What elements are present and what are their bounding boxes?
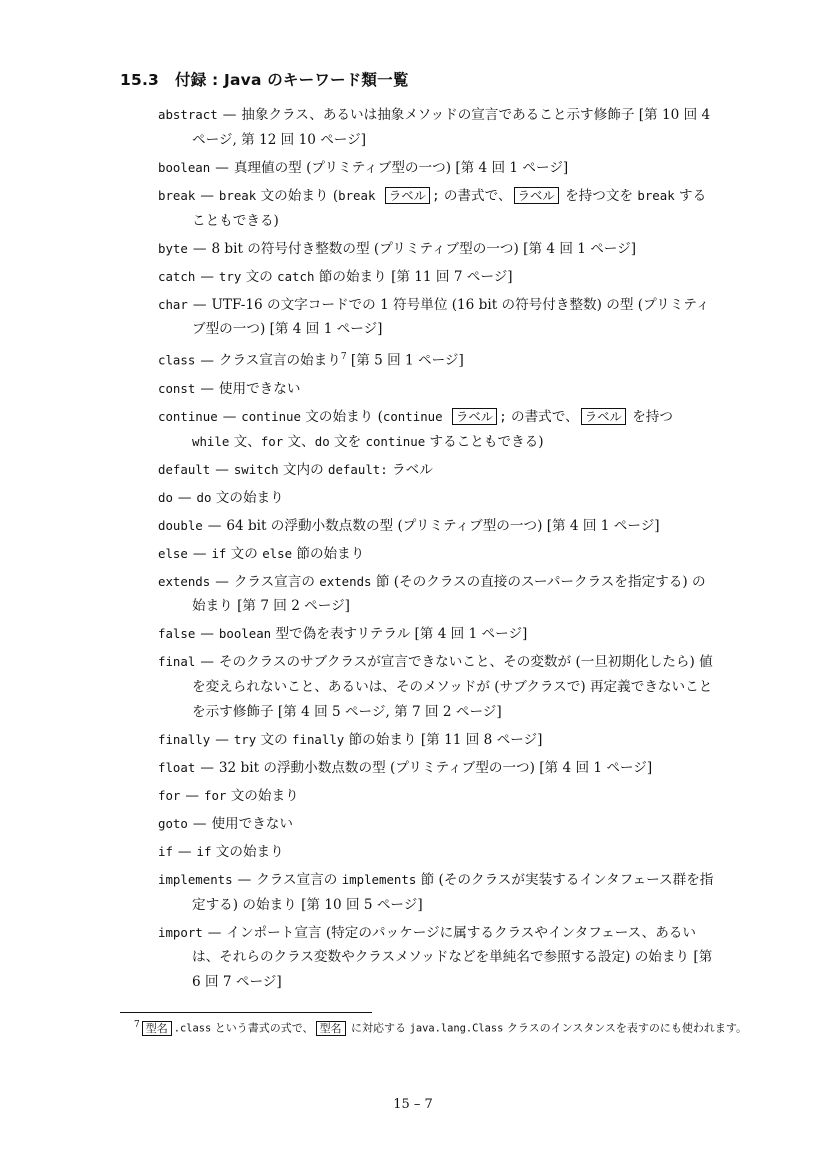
entry-text: 64 bit の浮動小数点数の型 (プリミティブ型の一つ) [第 4 回 1 ページ] <box>226 517 660 534</box>
inline-code: extends <box>319 573 372 589</box>
keyword: char <box>158 296 188 312</box>
inline-code: finally <box>292 731 345 747</box>
inline-code: continue <box>241 408 301 424</box>
inline-code: if <box>211 545 227 561</box>
entry-text: クラス宣言の <box>256 871 342 888</box>
keyword-entry <box>158 458 714 483</box>
keyword-entry <box>158 570 714 620</box>
keyword: class <box>158 352 196 368</box>
keyword: extends <box>158 573 211 589</box>
entry-text: クラス宣言の <box>233 573 320 590</box>
entry-text: 文の始まり ( <box>256 187 339 204</box>
keyword-entry <box>158 784 714 809</box>
inline-code: switch <box>233 461 279 477</box>
keyword-entry <box>158 265 714 290</box>
keyword-entry <box>158 156 714 181</box>
keyword: boolean <box>158 159 211 175</box>
keyword-entry <box>158 728 714 753</box>
entry-text: 8 bit の符号付き整数の型 (プリミティブ型の一つ) [第 4 回 1 ページ] <box>211 240 637 257</box>
entry-text: 文の <box>226 545 263 562</box>
em-dash: — <box>200 654 214 671</box>
inline-code: implements <box>341 871 417 887</box>
inline-code: ; <box>432 187 440 203</box>
em-dash: — <box>222 408 237 425</box>
inline-code: for <box>203 787 227 803</box>
keyword-entry <box>158 237 714 262</box>
keyword: do <box>158 489 173 505</box>
em-dash: — <box>200 626 214 643</box>
entry-text: を持つ文を <box>560 187 638 204</box>
entry-text: クラスのインスタンスを表すのにも使われます。 <box>503 1021 748 1035</box>
entry-text: 文の <box>256 731 293 748</box>
inline-code: for <box>260 433 284 449</box>
keyword: finally <box>158 731 211 747</box>
inline-code: java.lang.Class <box>409 1022 504 1035</box>
inline-code: while <box>192 433 230 449</box>
keyword-entry <box>158 293 714 343</box>
keyword-entry <box>158 868 714 918</box>
keyword-entry <box>158 542 714 567</box>
keyword-entry <box>158 921 714 995</box>
entry-text: 文の始まり <box>226 787 299 804</box>
entry-text: [第 5 回 1 ページ] <box>346 352 464 369</box>
em-dash: — <box>215 573 229 590</box>
inline-code: try <box>218 268 242 284</box>
keyword-entry <box>158 405 714 455</box>
keyword-entry <box>158 650 714 724</box>
entry-text: クラス宣言の始まり <box>218 352 341 369</box>
footnote-rule <box>120 1012 372 1013</box>
entry-text: することもできる) <box>425 433 544 450</box>
entry-text: 文、 <box>229 433 261 450</box>
em-dash: — <box>177 489 192 506</box>
keyword: if <box>158 843 173 859</box>
keyword: continue <box>158 408 218 424</box>
entry-text: に対応する <box>347 1021 410 1035</box>
inline-code: default: <box>328 461 388 477</box>
entry-text: の書式で、 <box>506 408 579 425</box>
entry-text: ラベル <box>387 461 433 478</box>
em-dash: — <box>215 159 229 176</box>
placeholder-box: ラベル <box>514 187 559 204</box>
section-title: 付録 : Java のキーワード類一覧 <box>175 71 409 89</box>
inline-code: break <box>218 187 257 203</box>
keyword: final <box>158 654 196 670</box>
entry-text: そのクラスのサブクラスが宣言できないこと、その変数が (一旦初期化したら) 値を変えられないこと、あるいは、そのメソッドが (サブクラスで) 再定義できないことを示す修飾子 [第 4 回 5 ページ, 第 7 回 2 ページ] <box>192 654 713 720</box>
keyword-entry <box>158 103 714 153</box>
keyword: for <box>158 787 181 803</box>
placeholder-box: ラベル <box>581 408 626 425</box>
keyword: catch <box>158 268 196 284</box>
keyword-entry <box>158 345 714 373</box>
entry-text: という書式の式で、 <box>211 1021 314 1035</box>
keyword: goto <box>158 815 188 831</box>
placeholder-box: 型名 <box>316 1021 346 1036</box>
inline-code: try <box>233 731 257 747</box>
inline-code: .class <box>173 1022 212 1035</box>
em-dash: — <box>237 871 252 888</box>
entry-text: 文を <box>329 433 366 450</box>
placeholder-box: ラベル <box>385 187 430 204</box>
em-dash: — <box>215 461 229 478</box>
em-dash: — <box>185 787 199 804</box>
section-heading <box>120 68 409 90</box>
em-dash: — <box>177 843 192 860</box>
keyword-entry <box>158 514 714 539</box>
keyword: false <box>158 626 196 642</box>
entry-text: 節 (そのクラスの直接のスーパークラスを指定する) の始まり [第 7 回 2 ページ] <box>192 573 706 615</box>
entry-text: 32 bit の浮動小数点数の型 (プリミティブ型の一つ) [第 4 回 1 ページ] <box>218 759 653 776</box>
entry-text: 抽象クラス、あるいは抽象メソッドの宣言であること示す修飾子 [第 10 回 4 ページ, 第 12 回 10 ページ] <box>192 107 711 148</box>
keyword: else <box>158 545 188 561</box>
section-number: 15.3 <box>120 71 160 89</box>
keyword: float <box>158 759 196 775</box>
keyword-entry <box>158 840 714 865</box>
entry-text: UTF-16 の文字コードでの 1 符号単位 (16 bit の符号付き整数) の型 (プリミティブ型の一つ) [第 4 回 1 ページ] <box>192 296 710 338</box>
entry-text: の書式で、 <box>439 187 512 204</box>
inline-code: do <box>196 489 212 505</box>
footnote <box>120 1017 774 1038</box>
keyword: double <box>158 517 203 533</box>
keyword-entry <box>158 486 714 511</box>
entry-text: を持つ <box>627 408 673 425</box>
keyword-entry <box>158 184 714 234</box>
entry-text: 節の始まり [第 11 回 7 ページ] <box>314 268 513 285</box>
page-number: 15 – 7 <box>393 1097 433 1112</box>
em-dash: — <box>200 187 214 204</box>
em-dash: — <box>200 268 214 285</box>
entry-text: 型で偽を表すリテラル [第 4 回 1 ページ] <box>271 626 528 643</box>
keyword: byte <box>158 240 188 256</box>
entry-text: インポート宣言 (特定のパッケージに属するクラスやインタフェース、あるいは、それらのクラス変数やクラスメソッドなどを単純名で参照する設定) の始まり [第 6 回 7 ページ] <box>192 924 713 991</box>
entry-text: 節 (そのクラスが実装するインタフェース群を指定する) の始まり [第 10 回 5 ページ] <box>192 871 714 913</box>
em-dash: — <box>200 380 214 397</box>
footnote-marker: 7 <box>134 1020 140 1030</box>
inline-code: continue <box>365 433 426 449</box>
inline-code: break <box>338 187 383 203</box>
entry-text: 使用できない <box>218 380 301 397</box>
em-dash: — <box>200 759 214 776</box>
em-dash: — <box>207 924 222 941</box>
inline-code: else <box>262 545 293 561</box>
entry-text: 真理値の型 (プリミティブ型の一つ) [第 4 回 1 ページ] <box>233 159 569 176</box>
inline-code: catch <box>277 268 315 284</box>
entry-text: 使用できない <box>211 815 293 832</box>
keyword-entry <box>158 812 714 837</box>
inline-code: boolean <box>218 626 272 642</box>
em-dash: — <box>200 352 214 369</box>
placeholder-box: ラベル <box>452 408 497 425</box>
inline-code: ; <box>499 408 507 424</box>
inline-code: if <box>196 843 212 859</box>
em-dash: — <box>192 815 207 832</box>
entry-text: 文の始まり <box>211 843 284 860</box>
keyword: break <box>158 187 196 203</box>
entry-text: 文内の <box>278 461 329 478</box>
inline-code: continue <box>382 408 451 424</box>
footnote-ref: 7 <box>340 352 347 363</box>
keyword-entry <box>158 756 714 781</box>
em-dash: — <box>215 731 229 748</box>
entry-text: 節の始まり [第 11 回 8 ページ] <box>344 731 543 748</box>
em-dash: — <box>192 545 207 562</box>
entry-text: 文の始まり ( <box>300 408 383 425</box>
em-dash: — <box>192 296 207 313</box>
keyword: import <box>158 924 203 940</box>
em-dash: — <box>222 107 237 123</box>
entry-text: 文の始まり <box>211 489 284 506</box>
entry-text: 文、 <box>283 433 315 450</box>
keyword-list <box>158 103 714 998</box>
keyword: implements <box>158 871 233 887</box>
inline-code: do <box>314 433 330 449</box>
keyword: const <box>158 380 196 396</box>
entry-text: 文の <box>241 268 278 285</box>
keyword-entry <box>158 377 714 402</box>
placeholder-box: 型名 <box>142 1021 172 1036</box>
keyword-entry <box>158 622 714 647</box>
em-dash: — <box>207 517 222 534</box>
entry-text: することもできる) <box>192 187 707 229</box>
entry-text: 節の始まり <box>292 545 365 562</box>
inline-code: break <box>637 187 675 203</box>
keyword: default <box>158 461 211 477</box>
keyword: abstract <box>158 107 218 122</box>
em-dash: — <box>192 240 207 257</box>
